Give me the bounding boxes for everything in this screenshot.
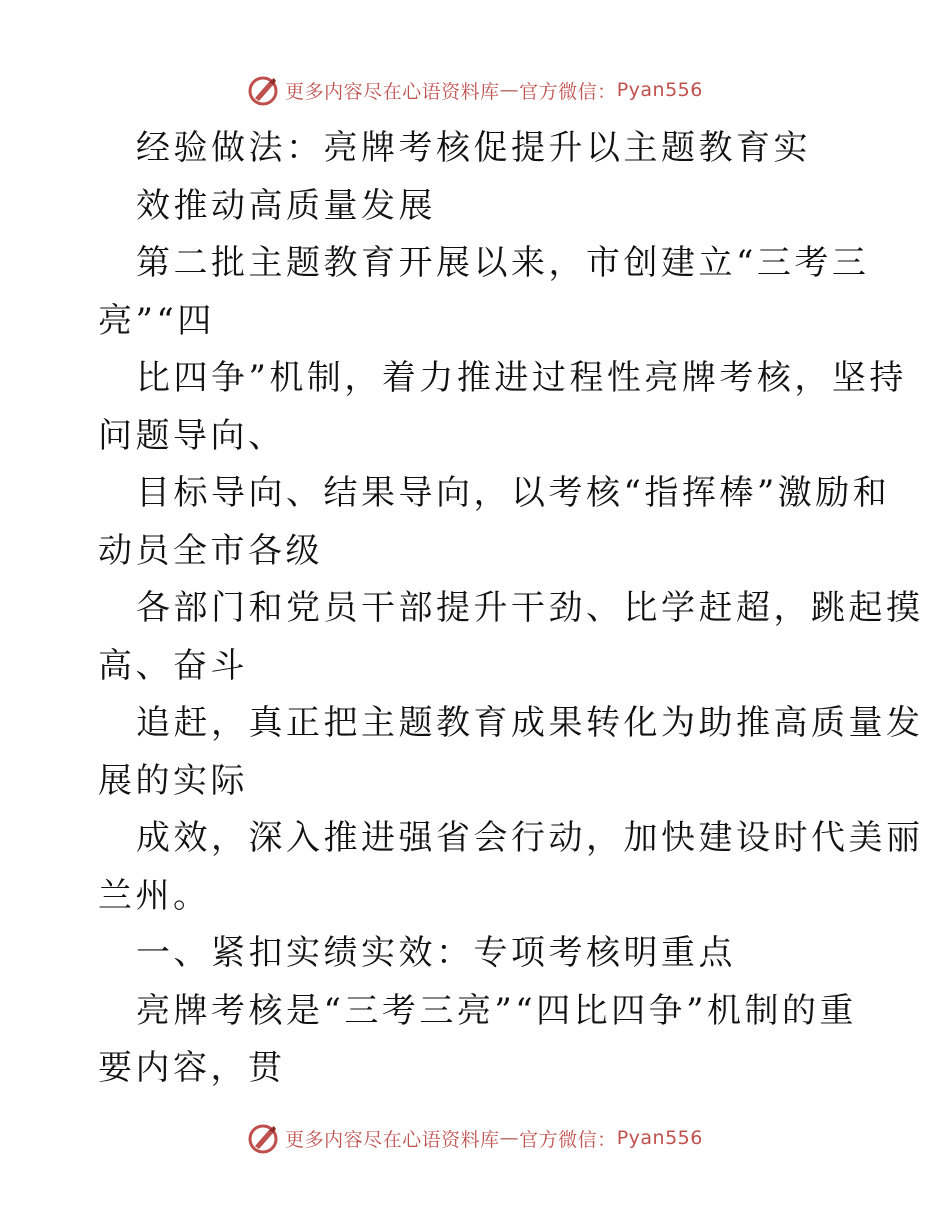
- text-line: 展的实际: [98, 760, 248, 801]
- text-line: 亮牌考核是“三考三亮”“四比四争”机制的重: [136, 990, 858, 1031]
- text-line: 兰州。: [98, 875, 211, 916]
- text-line: 经验做法：亮牌考核促提升以主题教育实: [136, 128, 811, 168]
- text-line: 亮”“四: [98, 300, 215, 341]
- text-line: 比四争”机制，着力推进过程性亮牌考核，坚持: [136, 358, 907, 398]
- text-line: 要内容，贯: [98, 1048, 286, 1088]
- pen-logo-icon: [247, 1122, 279, 1154]
- watermark-brand: 更多内容尽在心语资料库: [285, 80, 500, 103]
- text-line: 成效，深入推进强省会行动，加快建设时代美丽: [136, 818, 924, 858]
- watermark-wechat-label: 官方微信：: [519, 80, 617, 103]
- text-line: 追赶，真正把主题教育成果转化为助推高质量发: [136, 703, 924, 743]
- watermark-brand: 更多内容尽在心语资料库: [285, 1128, 500, 1151]
- text-line: 第二批主题教育开展以来，市创建立“三考三: [136, 243, 870, 283]
- watermark-wechat-id: Pyan556: [616, 79, 703, 101]
- watermark-separator: —: [499, 79, 520, 101]
- watermark-separator: —: [499, 1127, 520, 1149]
- text-line: 一、紧扣实绩实效：专项考核明重点: [136, 933, 736, 973]
- pen-logo-icon: [247, 74, 279, 106]
- text-line: 效推动高质量发展: [136, 185, 436, 226]
- watermark-wechat-label: 官方微信：: [519, 1128, 617, 1151]
- footer-watermark: [0, 1118, 950, 1158]
- text-line: 高、奋斗: [98, 645, 248, 686]
- text-line: 问题导向、: [98, 415, 286, 456]
- text-line: 目标导向、结果导向，以考核“指挥棒”激励和: [136, 473, 891, 513]
- text-line: 动员全市各级: [98, 530, 323, 571]
- document-body: [98, 120, 924, 1098]
- watermark-wechat-id: Pyan556: [616, 1127, 703, 1149]
- text-line: 各部门和党员干部提升干劲、比学赶超，跳起摸: [136, 588, 924, 628]
- header-watermark: [0, 70, 950, 110]
